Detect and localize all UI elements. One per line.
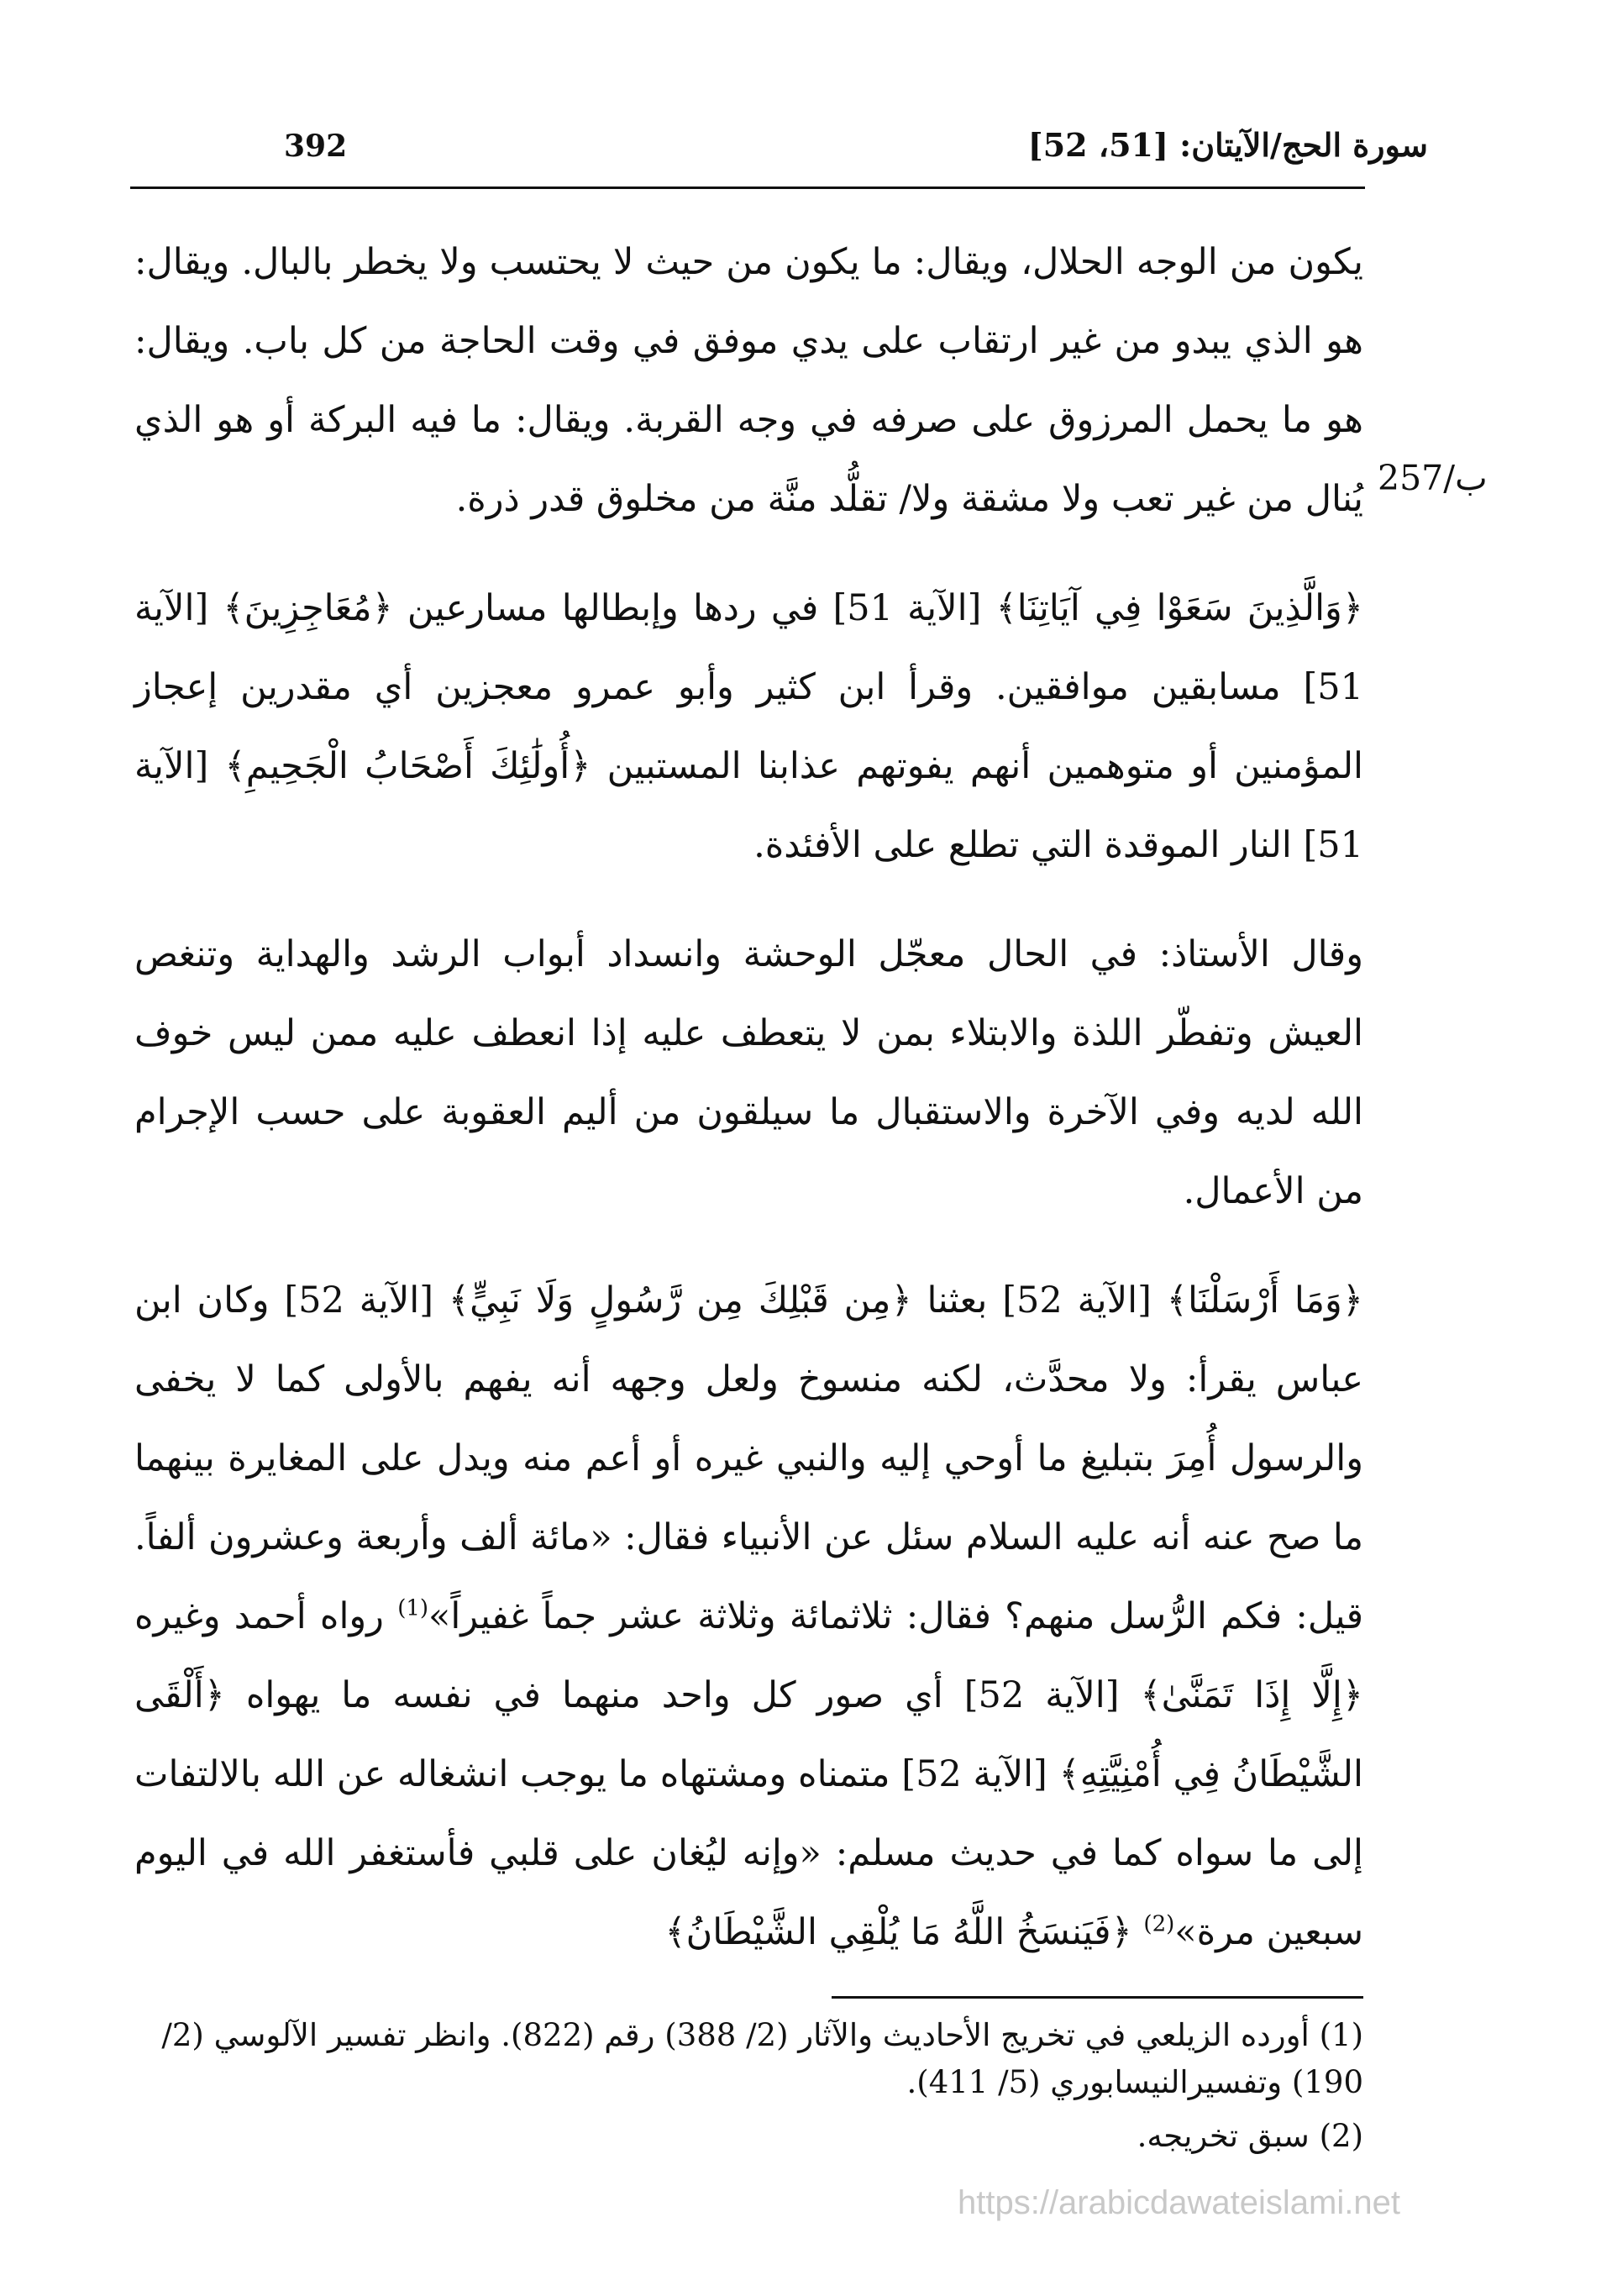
footnote-text: سبق تخريجه. — [1137, 2118, 1310, 2154]
margin-folio-note: 257/ب — [1378, 458, 1488, 498]
watermark-url: https://arabicdawateislami.net — [958, 2184, 1400, 2221]
footnote-number: (2) — [1319, 2118, 1363, 2154]
footnote-number: (1) — [1319, 2017, 1363, 2053]
footnote-text: أورده الزيلعي في تخريج الأحاديث والآثار (2/ 388) رقم (822). وانظر تفسير الآلوسي (2/ 190) وتفسيرالنيسابوري (5/ 411). — [161, 2017, 1363, 2100]
paragraph-4-part-3: ﴿فَيَنسَخُ اللَّهُ مَا يُلْقِي الشَّيْطَانُ﴾ — [664, 1911, 1144, 1953]
paragraph-4-part-2: رواه أحمد وغيره ﴿إِلَّا إِذَا تَمَنَّىٰ﴾ [الآية 52] أي صور كل واحد منهما في نفسه ما يهواه ﴿أَلْقَى الشَّيْطَانُ فِي أُمْنِيَّتِهِ﴾ [الآية 52] متمناه ومشتهاه ما يوجب انشغاله عن الله بالالتفات إلى ما سواه كما في حديث مسلم: «وإنه ليُغان على قلبي فأستغفر الله في اليوم سبعين مرة» — [134, 1595, 1363, 1953]
footnotes — [134, 2012, 1363, 2167]
footnote-ref-1: (1) — [397, 1595, 429, 1621]
paragraph-3: وقال الأستاذ: في الحال معجّل الوحشة وانسداد أبواب الرشد والهداية وتنغص العيش وتفطّر اللذة والابتلاء بمن لا يتعطف عليه إذا انعطف عليه ممن ليس خوف الله لديه وفي الآخرة والاستقبال ما سيلقون من أليم العقوبة على حسب الإجرام من الأعمال. — [134, 933, 1363, 1212]
footnote-rule — [832, 1996, 1363, 1999]
page-number: 392 — [284, 129, 348, 164]
footnote-1 — [134, 2012, 1363, 2106]
paragraph-2: ﴿وَالَّذِينَ سَعَوْا فِي آيَاتِنَا﴾ [الآية 51] في ردها وإبطالها مسارعين ﴿مُعَاجِزِينَ﴾ [الآية 51] مسابقين موافقين. وقرأ ابن كثير وأبو عمرو معجزين أي مقدرين إعجاز المؤمنين أو متوهمين أنهم يفوتهم عذابنا المستبين ﴿أُولَٰئِكَ أَصْحَابُ الْجَحِيمِ﴾ [الآية 51] النار الموقدة التي تطلع على الأفئدة. — [134, 587, 1363, 866]
footnote-ref-2: (2) — [1143, 1911, 1175, 1937]
footnote-2 — [134, 2113, 1363, 2160]
paragraph-4 — [134, 1261, 1363, 1972]
header-rule — [130, 187, 1365, 189]
running-title: سورة الحج/الآيتان: [51، 52] — [1027, 126, 1428, 164]
paragraph-4-part-1: ﴿وَمَا أَرْسَلْنَا﴾ [الآية 52] بعثنا ﴿مِن قَبْلِكَ مِن رَّسُولٍ وَلَا نَبِيٍّ﴾ [الآية 52] وكان ابن عباس يقرأ: ولا محدَّث، لكنه منسوخ ولعل وجهه أنه يفهم بالأولى كما لا يخفى والرسول أُمِرَ بتبليغ ما أوحي إليه والنبي غيره أو أعم منه ويدل على المغايرة بينهما ما صح عنه أنه عليه السلام سئل عن الأنبياء فقال: «مائة ألف وأربعة وعشرون ألفاً. قيل: فكم الرُّسل منهم؟ فقال: ثلاثمائة وثلاثة عشر جماً غفيراً» — [134, 1279, 1363, 1637]
body-text — [134, 223, 1363, 1972]
paragraph-1: يكون من الوجه الحلال، ويقال: ما يكون من حيث لا يحتسب ولا يخطر بالبال. ويقال: هو الذي يبدو من غير ارتقاب على يدي موفق في وقت الحاجة من كل باب. ويقال: هو ما يحمل المرزوق على صرفه في وجه القربة. ويقال: ما فيه البركة أو هو الذي يُنال من غير تعب ولا مشقة ولا/ تقلُّد منَّة من مخلوق قدر ذرة. — [134, 241, 1363, 520]
